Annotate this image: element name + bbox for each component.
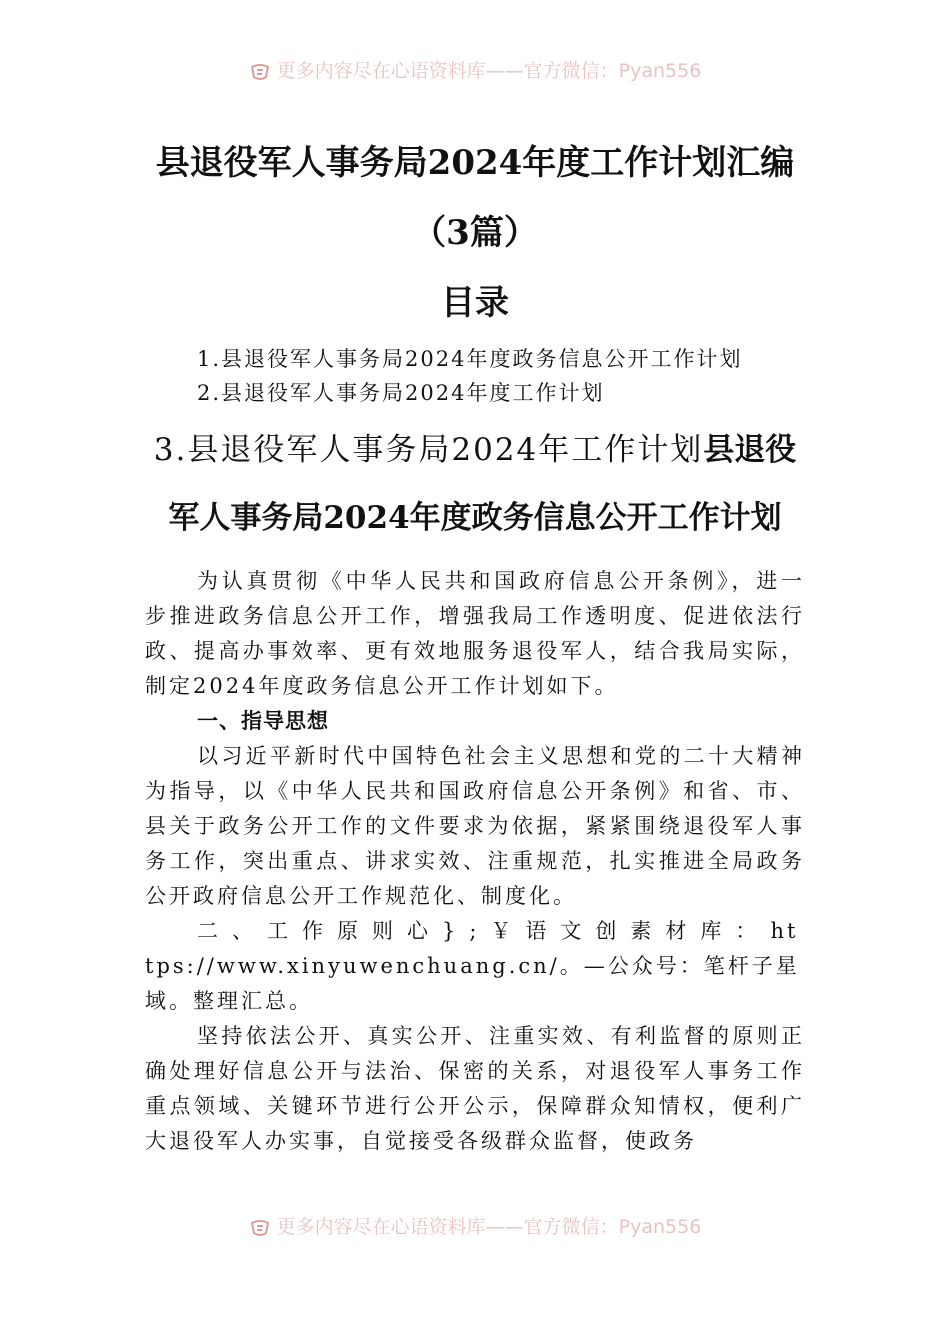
guiding-paragraph: 以习近平新时代中国特色社会主义思想和党的二十大精神为指导，以《中华人民共和国政府信息公开条例》和省、市、县关于政务公开工作的文件要求为依据，紧紧围绕退役军人事务工作，突出重点、讲求实效、注重规范，扎实推进全局政务公开政府信息公开工作规范化、制度化。 [145, 744, 805, 908]
table-of-contents [145, 342, 805, 410]
watermark-top [0, 56, 950, 82]
intro-paragraph: 为认真贯彻《中华人民共和国政府信息公开条例》，进一步推进政务信息公开工作，增强我局工作透明度、促进依法行政、提高办事效率、更有效地服务退役军人，结合我局实际，制定2024年度政务信息公开工作计划如下。 [145, 569, 805, 698]
logo-icon [249, 1219, 271, 1237]
document-title-count: （3篇） [412, 213, 538, 253]
toc-item-1[interactable]: 1.县退役军人事务局2024年度政务信息公开工作计划 [197, 347, 743, 371]
watermark-text: 更多内容尽在心语资料库——官方微信：Pyan556 [276, 60, 702, 82]
watermark-text: 更多内容尽在心语资料库——官方微信：Pyan556 [276, 1216, 702, 1238]
principles-paragraph: 坚持依法公开、真实公开、注重实效、有利监督的原则正确处理好信息公开与法治、保密的关系，对退役军人事务工作重点领域、关键环节进行公开公示，保障群众知情权，便利广大退役军人办实事，自觉接受各级群众监督，使政务 [145, 1024, 805, 1153]
section-heading [145, 416, 805, 552]
toc-heading: 目录 [441, 283, 509, 323]
document-page [145, 128, 805, 1159]
toc-item-3[interactable]: 3.县退役军人事务局2024年工作计划 [153, 432, 704, 468]
section-title: 县退役军人事务局2024年度政务信息公开工作计划 [168, 432, 797, 536]
toc-item-2[interactable]: 2.县退役军人事务局2024年度工作计划 [197, 381, 605, 405]
principles-heading-prefix: 二、工作原则心};￥语文创素材库： [197, 919, 771, 943]
source-url-link[interactable]: https://www.xinyuwenchuang.cn/ [145, 919, 799, 978]
document-title: 县退役军人事务局2024年度工作计划汇编 [155, 143, 795, 183]
heading-guiding-thought: 一、指导思想 [197, 709, 329, 733]
principles-heading-line [145, 914, 805, 1019]
watermark-bottom [0, 1212, 950, 1238]
logo-icon [249, 63, 271, 81]
principles-heading-suffix: 。—公众号：笔杆子星域。整理汇总。 [145, 954, 800, 1013]
